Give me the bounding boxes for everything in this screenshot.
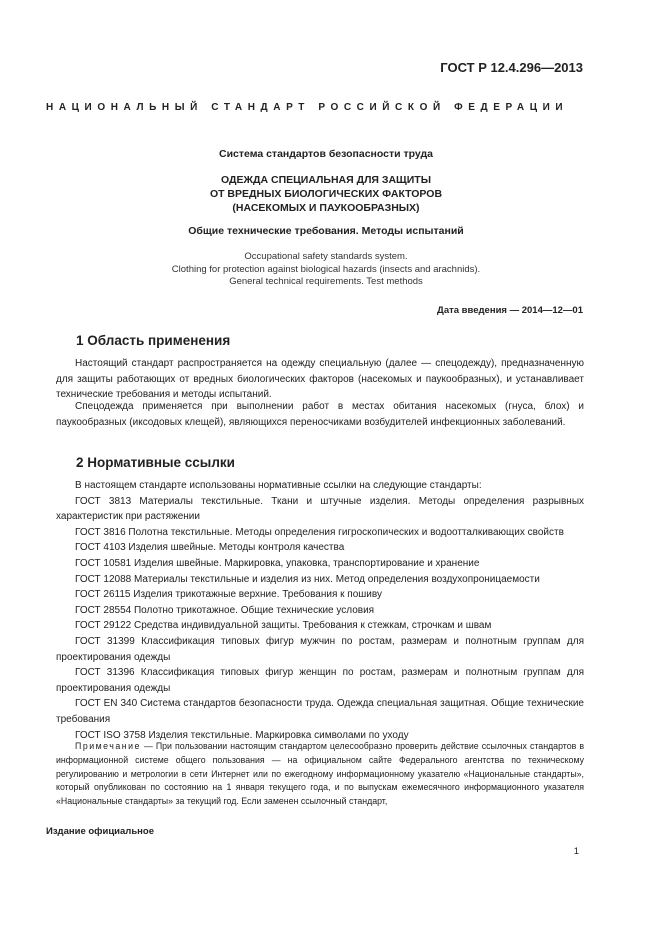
- reference-item: ГОСТ 10581 Изделия швейные. Маркировка, упаковка, транспортирование и хранение: [75, 557, 480, 569]
- reference-item: ГОСТ 29122 Средства индивидуальной защиты. Требования к стежкам, строчкам и швам: [75, 620, 492, 632]
- reference-item: ГОСТ 26115 Изделия трикотажные верхние. Требования к пошиву: [75, 589, 382, 601]
- official-edition: Издание официальное: [46, 826, 154, 837]
- note: [56, 740, 584, 809]
- section-heading: 1 Область применения: [76, 333, 231, 348]
- main-title: [46, 173, 606, 215]
- reference-item: ГОСТ 28554 Полотно трикотажное. Общие технические условия: [75, 604, 375, 616]
- reference-item: ГОСТ 3813 Материалы текстильные. Ткани и штучные изделия. Методы определения разрывных характеристик при растяжении: [56, 495, 584, 523]
- english-title-line: Clothing for protection against biological hazards (insects and arachnids).: [171, 263, 481, 275]
- system-title: Система стандартов безопасности труда: [218, 148, 434, 160]
- main-title-line: ОТ ВРЕДНЫХ БИОЛОГИЧЕСКИХ ФАКТОРОВ: [209, 188, 443, 200]
- reference-item: ГОСТ 31396 Классификация типовых фигур женщин по ростам, размерам и полнотным группам для проектирования одежды: [56, 667, 584, 694]
- paragraph: Спецодежда применяется при выполнении работ в местах обитания насекомых (гнуса, блох) и паукообразных (иксодовых клещей), являющихся переносчиками возбудителей инфекционных заболеваний.: [56, 401, 584, 428]
- reference-item: ГОСТ EN 340 Система стандартов безопасности труда. Одежда специальная защитная. Общие технические требования: [56, 698, 584, 725]
- section-heading: 2 Нормативные ссылки: [76, 455, 235, 470]
- references-intro: В настоящем стандарте использованы нормативные ссылки на следующие стандарты:: [75, 480, 482, 491]
- english-title: [46, 251, 606, 289]
- page-number: 1: [573, 846, 579, 857]
- effective-date: Дата введения — 2014—12—01: [437, 305, 583, 316]
- national-standard-heading: НАЦИОНАЛЬНЫЙ СТАНДАРТ РОССИЙСКОЙ ФЕДЕРАЦИИ: [46, 102, 569, 113]
- standard-code: ГОСТ Р 12.4.296—2013: [440, 60, 583, 75]
- english-title-line: General technical requirements. Test methods: [229, 276, 423, 287]
- main-title-line: (НАСЕКОМЫХ И ПАУКООБРАЗНЫХ): [232, 202, 420, 214]
- reference-item: ГОСТ 3816 Полотна текстильные. Методы определения гигроскопических и водоотталкивающих свойств: [75, 526, 564, 538]
- references-list: [56, 478, 584, 743]
- subtitle: Общие технические требования. Методы испытаний: [188, 225, 464, 237]
- paragraph: Настоящий стандарт распространяется на одежду специальную (далее — спецодежду), предназначенную для защиты работающих от вредных биологических факторов (насекомых и паукообразных), и устанавливает технические требования и методы испытаний.: [56, 358, 584, 401]
- reference-item: ГОСТ 12088 Материалы текстильные и изделия из них. Метод определения воздухопроницаемости: [75, 573, 540, 585]
- reference-item: ГОСТ ISO 3758 Изделия текстильные. Маркировка символами по уходу: [75, 729, 409, 741]
- english-title-line: Occupational safety standards system.: [244, 251, 408, 262]
- main-title-line: ОДЕЖДА СПЕЦИАЛЬНАЯ ДЛЯ ЗАЩИТЫ: [221, 174, 431, 186]
- reference-item: ГОСТ 31399 Классификация типовых фигур мужчин по ростам, размерам и полнотным группам для проектирования одежды: [56, 635, 584, 663]
- reference-item: ГОСТ 4103 Изделия швейные. Методы контроля качества: [75, 542, 345, 554]
- note-text: — При пользовании настоящим стандартом целесообразно проверить действие ссылочных стандартов в информационной системе общего пользования — на официальном сайте Федерального агентства по техническому регулированию и метрологии в сети Интернет или по ежегодному информационному указателю «Национальные стандарты», который опубликован по состоянию на 1 января текущего года, и по выпускам ежемесячного информационного указателя «Национальные стандарты» за текущий год. Если заменен ссылочный стандарт,: [56, 741, 584, 807]
- note-label: Примечание: [75, 741, 141, 751]
